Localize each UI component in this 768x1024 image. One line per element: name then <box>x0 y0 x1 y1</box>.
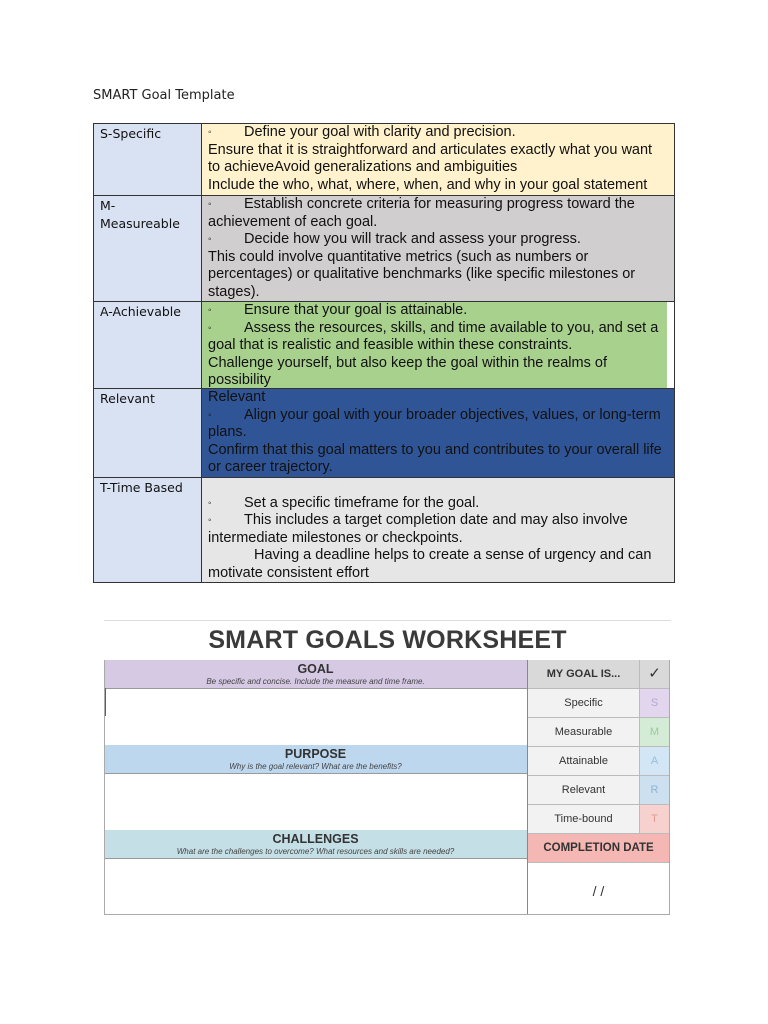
bullet-icon: ◦ <box>208 322 212 334</box>
challenges-entry-area <box>104 859 527 915</box>
smart-goal-table <box>93 123 675 583</box>
row-content-relevant <box>202 389 675 478</box>
bullet-icon: ◦ <box>208 409 212 421</box>
row-content-measureable <box>202 196 675 302</box>
checklist-row-attainable <box>528 747 669 776</box>
bullet-item <box>208 512 668 547</box>
paragraph-text: Ensure that it is straightforward and articulates exactly what you want to achieveAvoid generalizations and ambiguities <box>208 141 653 175</box>
bullet-text: This includes a target completion date and may also involve intermediate milestones or checkpoints. <box>208 512 628 546</box>
checklist-letter-s: S <box>640 689 669 717</box>
purpose-section-header <box>104 745 527 774</box>
worksheet-title: SMART GOALS WORKSHEET <box>208 626 567 654</box>
bullet-text: Define your goal with clarity and precision. <box>244 124 516 140</box>
completion-date-value: / / <box>592 883 605 899</box>
bullet-text: Decide how you will track and assess your progress. <box>244 231 581 247</box>
checklist-row-time-bound <box>528 805 669 834</box>
table-row <box>94 196 675 302</box>
bullet-icon: ◦ <box>208 234 212 245</box>
checklist-label: Specific <box>528 689 640 717</box>
checklist-header-label: MY GOAL IS... <box>528 660 640 688</box>
checklist-letter-m: M <box>640 718 669 746</box>
table-row <box>94 389 675 478</box>
checklist-label: Time-bound <box>528 805 640 833</box>
checklist-label: Measurable <box>528 718 640 746</box>
checklist-row-relevant <box>528 776 669 805</box>
paragraph-text: This could involve quantitative metrics (such as numbers or percentages) or qualitative benchmarks (like specific milestones or stages). <box>208 248 636 300</box>
goal-subheading: Be specific and concise. Include the measure and time frame. <box>206 677 425 686</box>
paragraph-line: Having a deadline helps to create a sense of urgency and can motivate consistent effort <box>208 547 652 581</box>
checklist-letter-t: T <box>640 805 669 833</box>
checklist-letter-r: R <box>640 776 669 804</box>
goal-heading: GOAL <box>297 662 334 676</box>
completion-date-header: COMPLETION DATE <box>528 834 669 863</box>
goal-entry-area <box>104 689 527 745</box>
bullet-text: Assess the resources, skills, and time available to you, and set a goal that is realistic and feasible within these constraints. <box>208 319 659 353</box>
bullet-text: Set a specific timeframe for the goal. <box>244 494 480 511</box>
checkmark-icon: ✓ <box>640 660 669 688</box>
document-title: SMART Goal Template <box>93 88 235 103</box>
bullet-item <box>208 231 668 249</box>
row-label-relevant: Relevant <box>94 389 202 478</box>
row-label-time-based: T-Time Based <box>94 477 202 583</box>
bullet-icon: ◦ <box>208 127 212 138</box>
paragraph-text: Relevant <box>208 389 266 405</box>
paragraph-text: Include the who, what, where, when, and why in your goal statement <box>208 176 648 193</box>
bullet-item <box>208 196 668 231</box>
checklist-label: Attainable <box>528 747 640 775</box>
paragraph-text: Challenge yourself, but also keep the goal within the realms of possibility <box>208 354 607 388</box>
table-row <box>94 124 675 196</box>
table-row <box>94 302 675 389</box>
checklist-label: Relevant <box>528 776 640 804</box>
checklist-header-row <box>528 660 669 689</box>
paragraph-text <box>208 547 668 582</box>
challenges-section-header <box>104 830 527 859</box>
bullet-item <box>208 495 668 513</box>
row-label-measureable: M-Measureable <box>94 196 202 302</box>
smart-goals-worksheet-image <box>104 620 671 932</box>
goal-section-header <box>104 660 527 689</box>
checklist-row-measurable <box>528 718 669 747</box>
row-label-specific: S-Specific <box>94 124 202 196</box>
bullet-icon: ◦ <box>208 497 212 509</box>
bullet-item <box>208 320 665 355</box>
row-content-time-based <box>202 477 675 583</box>
challenges-subheading: What are the challenges to overcome? What resources and skills are needed? <box>176 847 455 856</box>
bullet-icon: ◦ <box>208 305 212 316</box>
bullet-text: Align your goal with your broader objectives, values, or long-term plans. <box>208 406 661 440</box>
purpose-subheading: Why is the goal relevant? What are the benefits? <box>229 762 402 771</box>
table-row <box>94 477 675 583</box>
checklist-letter-a: A <box>640 747 669 775</box>
paragraph-text: Confirm that this goal matters to you and contributes to your overall life or career trajectory. <box>208 441 662 475</box>
bullet-text: Ensure that your goal is attainable. <box>244 302 468 318</box>
worksheet-checklist-column <box>528 660 669 919</box>
bullet-item <box>208 302 665 320</box>
worksheet-left-column <box>104 660 527 915</box>
bullet-icon: ◦ <box>208 199 212 210</box>
row-content-specific <box>202 124 675 196</box>
worksheet-left-border <box>104 660 105 915</box>
bullet-icon: ◦ <box>208 515 212 526</box>
bullet-item <box>208 407 668 442</box>
bullet-text: Establish concrete criteria for measuring progress toward the achievement of each goal. <box>208 196 635 230</box>
worksheet-right-border <box>669 660 670 915</box>
checklist-row-specific <box>528 689 669 718</box>
row-content-achievable <box>202 302 675 389</box>
row-label-achievable: A-Achievable <box>94 302 202 389</box>
challenges-heading: CHALLENGES <box>272 832 359 846</box>
worksheet-top-border <box>104 620 671 621</box>
bullet-item <box>208 124 668 142</box>
purpose-heading: PURPOSE <box>284 747 347 761</box>
purpose-entry-area <box>104 774 527 830</box>
